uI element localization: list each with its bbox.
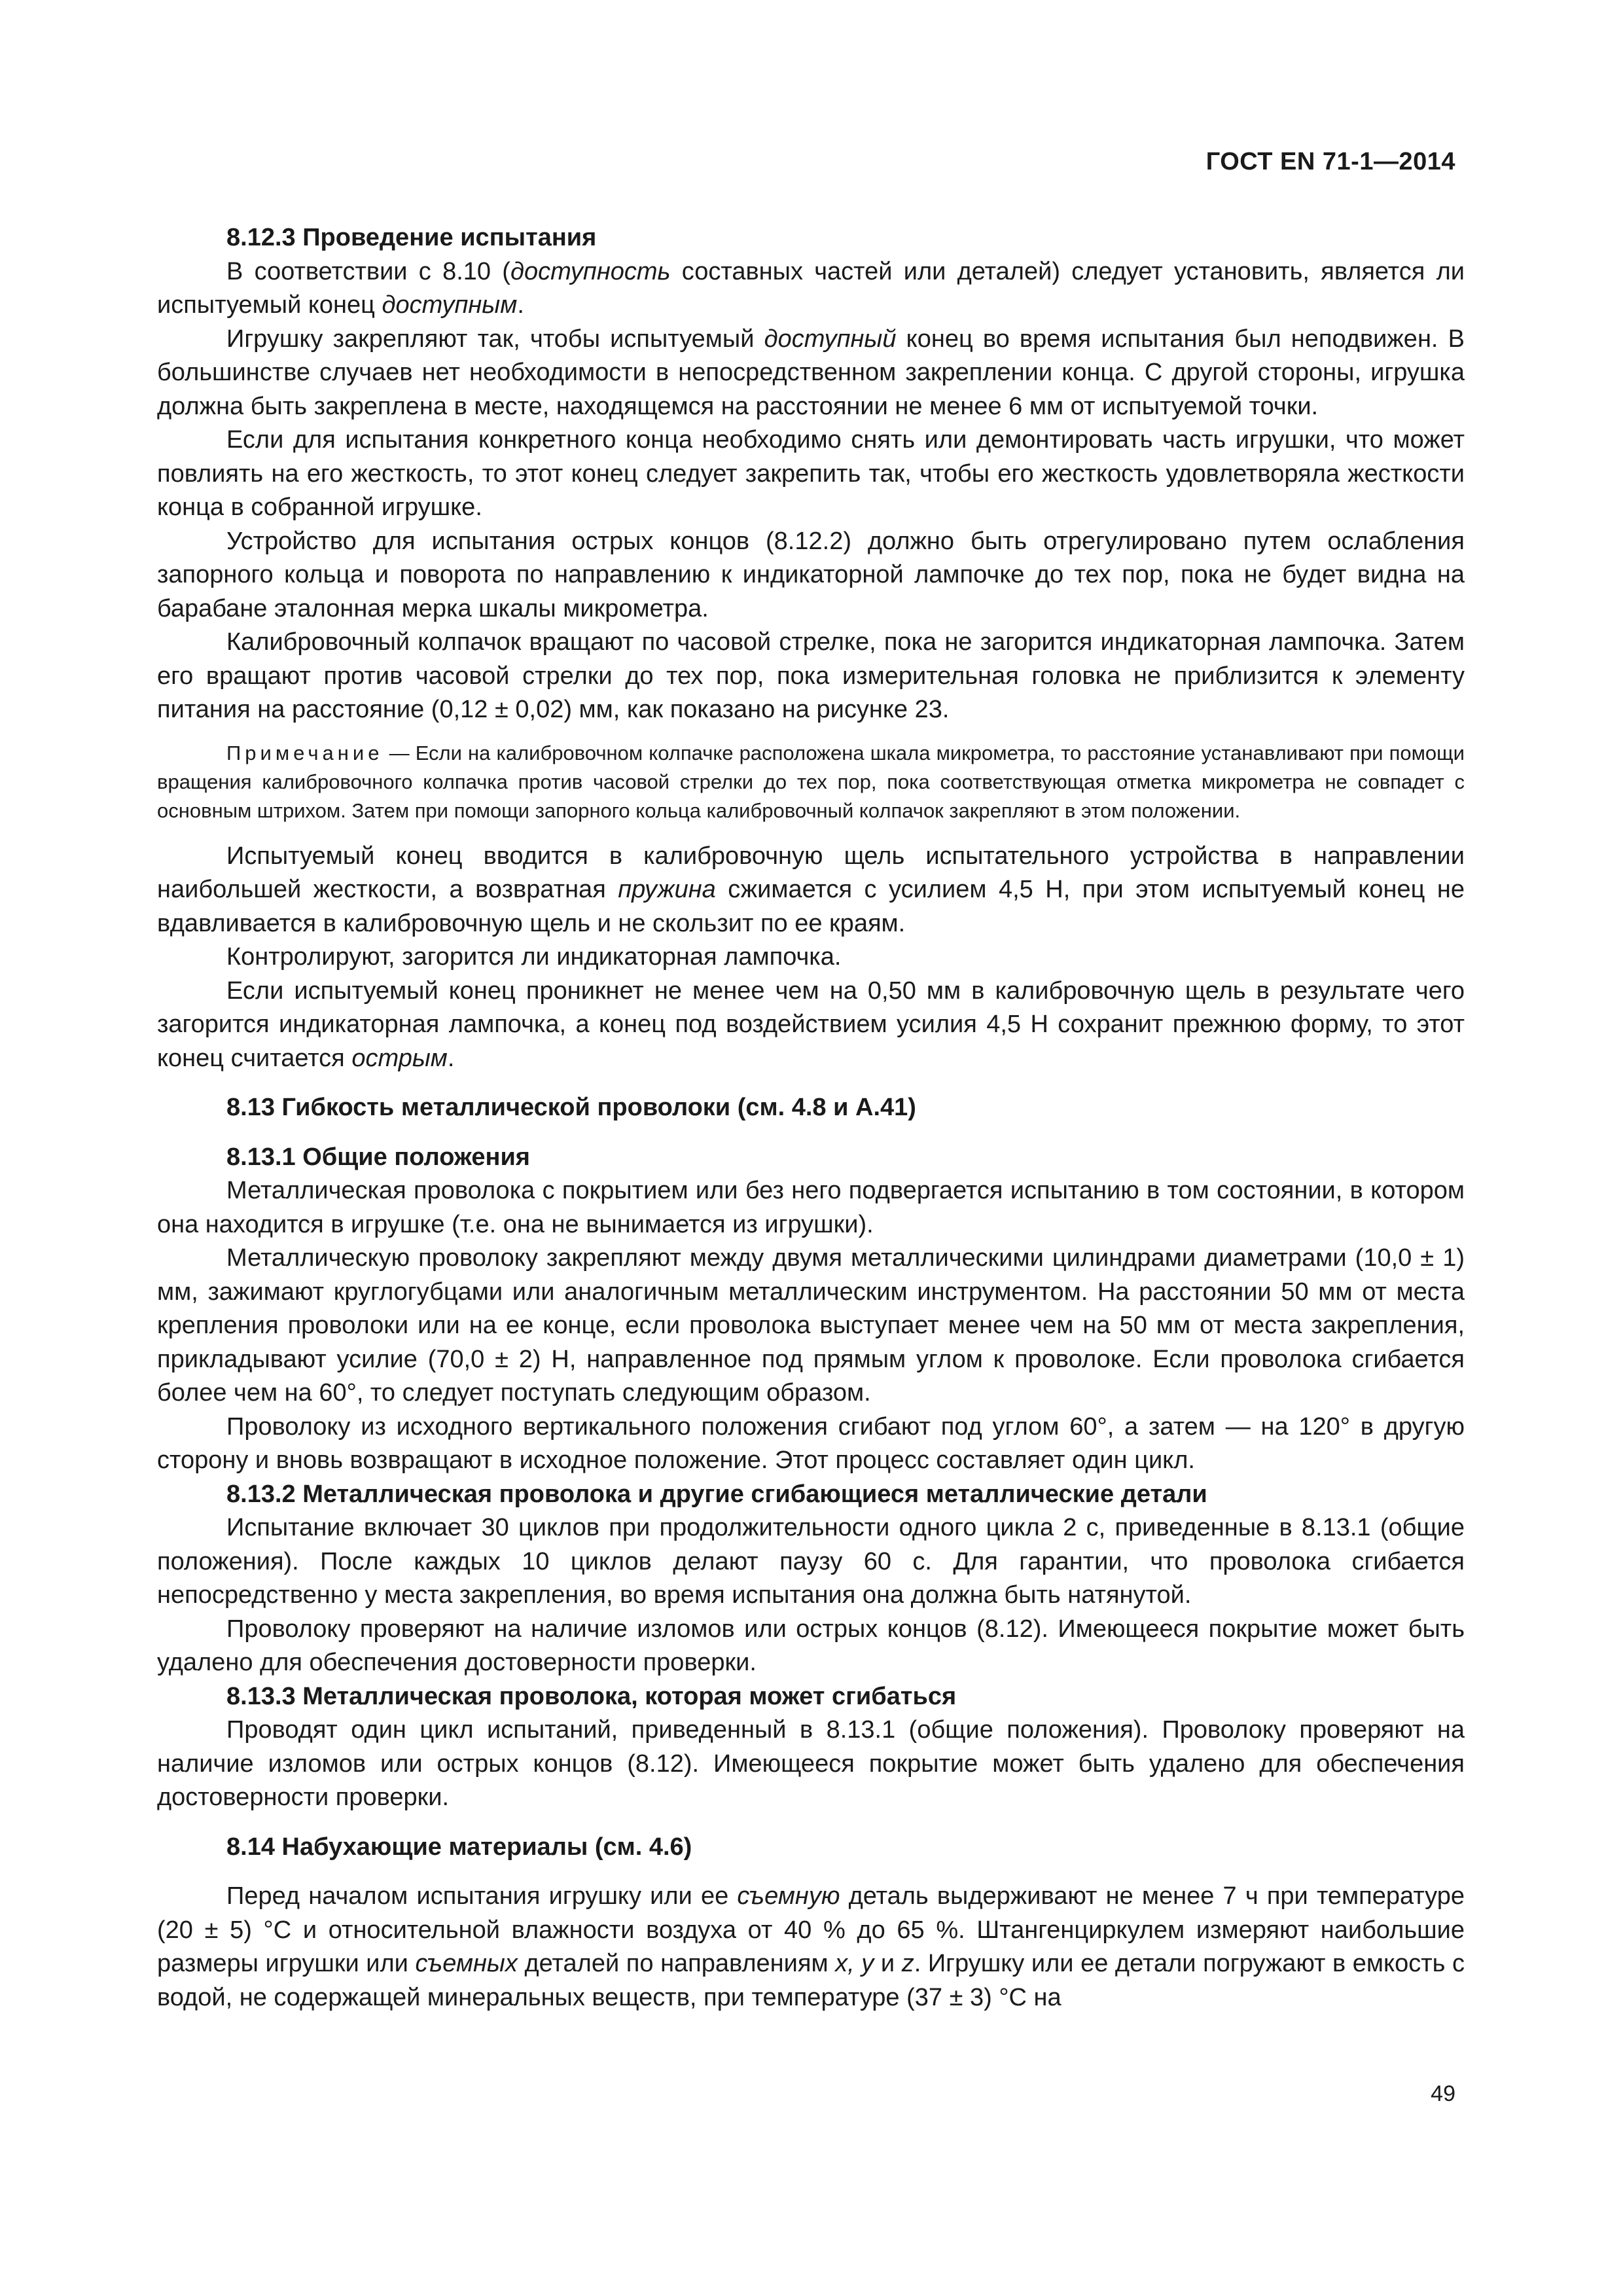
paragraph: Проволоку из исходного вертикального положения сгибают под углом 60°, а затем — на 120° в другую сторону и вновь возвращают в исходное положение. Этот процесс составляет один цикл. xyxy=(157,1412,1465,1474)
paragraph: Металлическая проволока с покрытием или без него подвергается испытанию в том состоянии, в котором она находится в игрушке (т.е. она не вынимается из игрушки). xyxy=(157,1177,1465,1238)
paragraph: Устройство для испытания острых концов (8.12.2) должно быть отрегулировано путем ослабления запорного кольца и поворота по направлению к индикаторной лампочке до тех пор, пока не будет видна на барабане эталонная мерка шкалы микрометра. xyxy=(157,527,1465,622)
section-8-13-1-heading: 8.13.1 Общие положения xyxy=(226,1143,530,1171)
paragraph: Проволоку проверяют на наличие изломов или острых концов (8.12). Имеющееся покрытие может быть удалено для обеспечения достоверности проверки. xyxy=(157,1615,1465,1676)
paragraph: Если для испытания конкретного конца необходимо снять или демонтировать часть игрушки, что может повлиять на его жесткость, то этот конец следует закрепить так, чтобы его жесткость удовлетворяла жесткости конца в собранной игрушке. xyxy=(157,426,1465,521)
paragraph: Испытуемый конец вводится в калибровочную щель испытательного устройства в направлении наибольшей жесткости, а возвратная пружина сжимается с усилием 4,5 Н, при этом испытуемый конец не вдавливается в калибровочную щель и не скользит по ее краям. xyxy=(157,842,1465,937)
paragraph: Металлическую проволоку закрепляют между двумя металлическими цилиндрами диаметрами (10,0 ± 1) мм, зажимают круглогубцами или аналогичным металлическим инструментом. На расстоянии 50 мм от места крепления проволоки или на ее конце, если проволока выступает менее чем на 50 мм от места закрепления, прикладывают усилие (70,0 ± 2) Н, направленное под прямым углом к проволоке. Если проволока сгибается более чем на 60°, то следует поступать следующим образом. xyxy=(157,1244,1465,1407)
paragraph: Калибровочный колпачок вращают по часовой стрелке, пока не загорится индикаторная лампочка. Затем его вращают против часовой стрелки до тех пор, пока измерительная головка не приблизится к элементу питания на расстояние (0,12 ± 0,02) мм, как показано на рисунке 23. xyxy=(157,628,1465,723)
note: Примечание — Если на калибровочном колпачке расположена шкала микрометра, то расстояние устанавливают при помощи вращения калибровочного колпачка против часовой стрелки до тех пор, пока соответствующая отметка микрометра не совпадет с основным штрихом. Затем при помощи запорного кольца калибровочный колпачок закрепляют в этом положении. xyxy=(157,741,1465,822)
paragraph: В соответствии с 8.10 (доступность составных частей или деталей) следует установить, является ли испытуемый конец доступным. xyxy=(157,257,1465,319)
section-8-13-3-heading: 8.13.3 Металлическая проволока, которая может сгибаться xyxy=(226,1682,957,1710)
section-8-12-3-heading: 8.12.3 Проведение испытания xyxy=(226,224,597,251)
note-label: Примечание xyxy=(226,741,383,764)
paragraph: Испытание включает 30 циклов при продолжительности одного цикла 2 с, приведенные в 8.13.1 (общие положения). После каждых 10 циклов делают паузу 60 с. Для гарантии, что проволока сгибается непосредственно у места закрепления, во время испытания она должна быть натянутой. xyxy=(157,1514,1465,1609)
document-id: ГОСТ EN 71-1—2014 xyxy=(1205,148,1455,175)
page-number: 49 xyxy=(1431,2081,1455,2106)
document-body xyxy=(157,221,1465,2015)
paragraph: Если испытуемый конец проникнет не менее чем на 0,50 мм в калибровочную щель в результате чего загорится индикаторная лампочка, а конец под воздействием усилия 4,5 Н сохранит прежнюю форму, то этот конец считается острым. xyxy=(157,977,1465,1072)
paragraph: Контролируют, загорится ли индикаторная лампочка. xyxy=(226,943,842,971)
paragraph: Игрушку закрепляют так, чтобы испытуемый доступный конец во время испытания был неподвижен. В большинстве случаев нет необходимости в непосредственном закреплении конца. С другой стороны, игрушка должна быть закреплена в месте, находящемся на расстоянии не менее 6 мм от испытуемой точки. xyxy=(157,325,1465,420)
section-8-13-heading: 8.13 Гибкость металлической проволоки (см. 4.8 и А.41) xyxy=(226,1094,916,1121)
section-8-14-heading: 8.14 Набухающие материалы (см. 4.6) xyxy=(226,1833,692,1861)
paragraph: Проводят один цикл испытаний, приведенный в 8.13.1 (общие положения). Проволоку проверяют на наличие изломов или острых концов (8.12). Имеющееся покрытие может быть удалено для обеспечения достоверности проверки. xyxy=(157,1716,1465,1811)
paragraph: Перед началом испытания игрушку или ее съемную деталь выдерживают не менее 7 ч при температуре (20 ± 5) °С и относительной влажности воздуха от 40 % до 65 %. Штангенциркулем измеряют наибольшие размеры игрушки или съемных деталей по направлениям x, y и z. Игрушку или ее детали погружают в емкость с водой, не содержащей минеральных веществ, при температуре (37 ± 3) °С на xyxy=(157,1882,1465,2011)
section-8-13-2-heading: 8.13.2 Металлическая проволока и другие сгибающиеся металлические детали xyxy=(226,1480,1207,1508)
